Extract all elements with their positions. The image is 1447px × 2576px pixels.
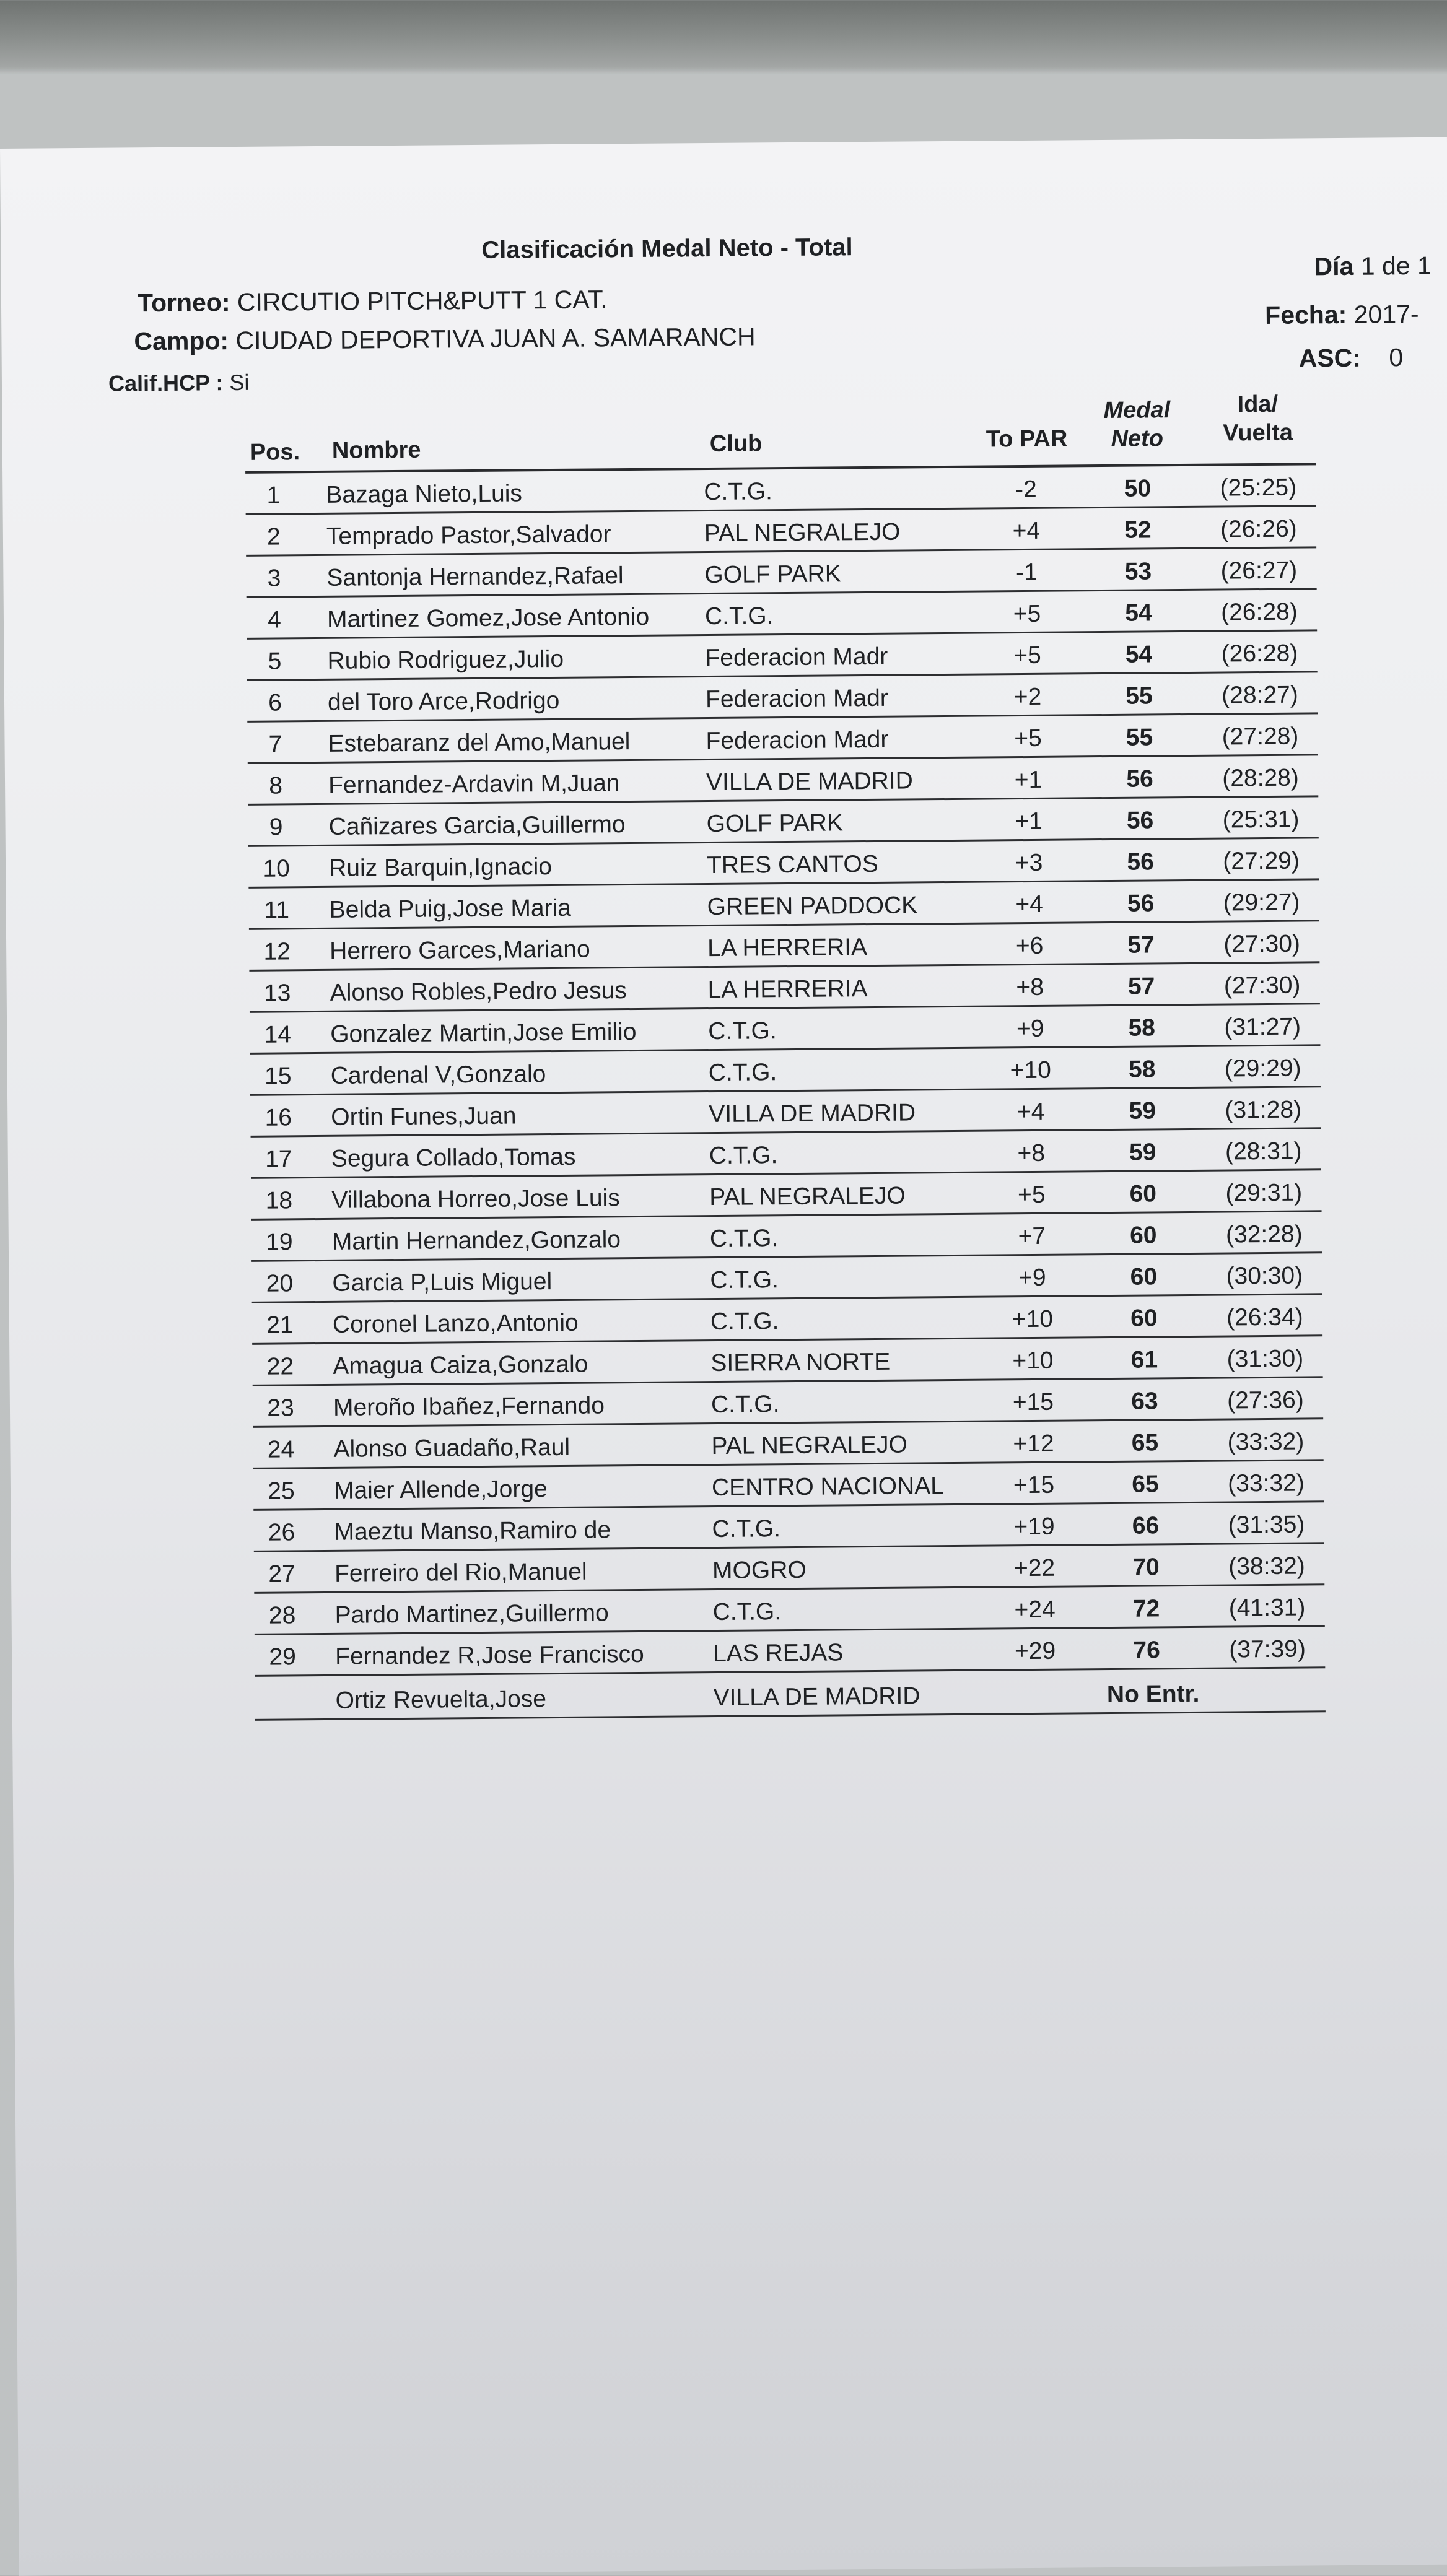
- row-to-par: +9: [1018, 1264, 1046, 1292]
- fecha-label: Fecha:: [1264, 300, 1347, 329]
- dia-value: 1 de 1: [1360, 251, 1432, 281]
- row-club: C.T.G.: [710, 1391, 780, 1419]
- campo-line: [134, 322, 755, 356]
- row-medal-neto: 60: [1130, 1305, 1158, 1332]
- row-to-par: +3: [1015, 849, 1043, 877]
- row-name: Maier Allende,Jorge: [333, 1476, 548, 1504]
- table-row-no-entry: [255, 1668, 1326, 1721]
- calif-label: Calif.HCP :: [108, 370, 224, 396]
- row-medal-neto: 59: [1129, 1097, 1156, 1125]
- row-to-par: +5: [1013, 600, 1041, 628]
- row-to-par: +19: [1013, 1513, 1055, 1541]
- row-name: Gonzalez Martin,Jose Emilio: [330, 1018, 637, 1048]
- row-pos: 26: [268, 1519, 295, 1546]
- row-medal-neto: 60: [1129, 1180, 1157, 1208]
- row-club: LAS REJAS: [712, 1639, 844, 1668]
- row-medal-neto: 56: [1127, 890, 1155, 917]
- row-ida-vuelta: (29:27): [1223, 889, 1300, 916]
- row-pos: 22: [266, 1353, 294, 1380]
- row-club: C.T.G.: [709, 1225, 779, 1253]
- row-name: Ferreiro del Rio,Manuel: [334, 1558, 587, 1587]
- row-to-par: +4: [1012, 517, 1041, 545]
- header-club: Club: [709, 430, 763, 458]
- row-club: C.T.G.: [710, 1266, 779, 1294]
- row-club: C.T.G.: [708, 1017, 777, 1045]
- row-to-par: +1: [1014, 766, 1043, 794]
- row-pos: 28: [268, 1602, 296, 1629]
- row-ida-vuelta: (28:27): [1222, 681, 1298, 709]
- row-name: Santonja Hernandez,Rafael: [326, 562, 624, 591]
- torneo-value: CIRCUTIO PITCH&PUTT 1 CAT.: [237, 285, 608, 316]
- row-ida-vuelta: (37:39): [1229, 1635, 1306, 1663]
- row-ida-vuelta: (31:28): [1225, 1096, 1302, 1124]
- row-ida-vuelta: (27:28): [1222, 723, 1299, 751]
- row-medal-neto: 57: [1127, 931, 1155, 959]
- row-club: GREEN PADDOCK: [707, 892, 918, 921]
- table-body: [245, 465, 1325, 1677]
- row-to-par: +10: [1012, 1305, 1054, 1333]
- row-ida-vuelta: (25:25): [1220, 474, 1297, 502]
- row-club: LA HERRERIA: [707, 975, 868, 1004]
- row-pos: 18: [265, 1187, 293, 1214]
- row-pos: 5: [268, 648, 282, 675]
- row-name: Ortin Funes,Juan: [331, 1102, 517, 1131]
- row-name: Segura Collado,Tomas: [331, 1143, 576, 1172]
- row-pos: 23: [267, 1395, 294, 1422]
- row-ida-vuelta: (29:29): [1224, 1055, 1301, 1082]
- row-medal-neto: 66: [1132, 1512, 1160, 1539]
- fecha-line: [1265, 300, 1419, 330]
- header-medal-line2: Neto: [1111, 425, 1164, 452]
- row-status: No Entr.: [1106, 1680, 1200, 1708]
- row-club: GOLF PARK: [704, 560, 841, 589]
- row-pos: 14: [264, 1021, 292, 1048]
- row-medal-neto: 60: [1129, 1222, 1157, 1249]
- row-name: Alonso Robles,Pedro Jesus: [330, 977, 627, 1006]
- row-medal-neto: 50: [1124, 475, 1152, 502]
- row-club: C.T.G.: [712, 1598, 782, 1626]
- row-medal-neto: 58: [1128, 1056, 1156, 1083]
- asc-line: [1299, 343, 1404, 373]
- row-pos: 1: [266, 482, 281, 509]
- row-name: Cañizares Garcia,Guillermo: [328, 811, 626, 840]
- row-ida-vuelta: (26:28): [1220, 598, 1298, 626]
- row-club: Federacion Madr: [705, 684, 888, 713]
- row-to-par: +1: [1015, 807, 1043, 835]
- row-club: C.T.G.: [704, 603, 774, 630]
- row-to-par: +9: [1016, 1015, 1044, 1043]
- calif-line: [108, 370, 250, 397]
- row-pos: 10: [263, 855, 291, 882]
- asc-value: 0: [1389, 343, 1404, 372]
- row-pos: 8: [269, 772, 283, 799]
- row-club: PAL NEGRALEJO: [711, 1431, 908, 1460]
- row-medal-neto: 65: [1131, 1429, 1159, 1456]
- row-to-par: +10: [1012, 1347, 1054, 1375]
- row-name: Estebaranz del Amo,Manuel: [328, 728, 631, 757]
- header-pos: Pos.: [250, 439, 300, 466]
- row-medal-neto: 76: [1133, 1637, 1160, 1664]
- row-ida-vuelta: (33:32): [1227, 1428, 1305, 1456]
- asc-label: ASC:: [1298, 343, 1362, 373]
- row-club: SIERRA NORTE: [710, 1348, 891, 1377]
- row-name: Rubio Rodriguez,Julio: [327, 645, 564, 674]
- row-ida-vuelta: (32:28): [1225, 1221, 1303, 1248]
- row-name: Alonso Guadaño,Raul: [333, 1434, 570, 1463]
- row-club: MOGRO: [712, 1556, 807, 1585]
- row-name: Temprado Pastor,Salvador: [326, 521, 611, 550]
- row-pos: 4: [267, 606, 282, 633]
- row-pos: 24: [267, 1436, 295, 1463]
- row-name: Villabona Horreo,Jose Luis: [331, 1185, 620, 1214]
- header-medal-line1: Medal: [1103, 397, 1171, 424]
- row-pos: 29: [269, 1643, 297, 1671]
- row-club: CENTRO NACIONAL: [711, 1473, 945, 1502]
- header-iv-line2: Vuelta: [1223, 419, 1293, 446]
- header-iv-line1: Ida/: [1237, 391, 1279, 418]
- row-to-par: +6: [1015, 932, 1044, 960]
- header-nombre: Nombre: [331, 437, 421, 464]
- row-medal-neto: 54: [1125, 641, 1153, 668]
- row-medal-neto: 63: [1131, 1388, 1158, 1415]
- row-ida-vuelta: (33:32): [1228, 1469, 1305, 1497]
- row-name: Coronel Lanzo,Antonio: [332, 1309, 579, 1338]
- row-name: Amagua Caiza,Gonzalo: [333, 1351, 588, 1380]
- row-to-par: +24: [1014, 1596, 1056, 1624]
- row-pos: 6: [268, 689, 282, 716]
- row-to-par: +4: [1016, 1098, 1045, 1126]
- row-pos: 21: [266, 1312, 294, 1339]
- row-name: Herrero Garces,Mariano: [330, 936, 590, 965]
- row-pos: 17: [264, 1146, 292, 1173]
- row-name: Belda Puig,Jose Maria: [329, 894, 572, 923]
- page-title: Clasificación Medal Neto - Total: [481, 233, 853, 264]
- row-pos: 13: [263, 980, 291, 1007]
- row-pos: 7: [268, 731, 282, 758]
- row-medal-neto: 56: [1127, 848, 1154, 876]
- row-ida-vuelta: (27:36): [1226, 1386, 1304, 1414]
- row-to-par: +4: [1015, 890, 1044, 918]
- row-to-par: +15: [1013, 1471, 1055, 1499]
- row-club: C.T.G.: [704, 478, 773, 506]
- dia-label: Día: [1314, 251, 1354, 281]
- row-club: TRES CANTOS: [706, 850, 878, 879]
- row-name: del Toro Arce,Rodrigo: [327, 687, 560, 716]
- row-ida-vuelta: (27:30): [1223, 930, 1301, 958]
- row-name: Fernandez R,Jose Francisco: [334, 1640, 644, 1670]
- row-medal-neto: 70: [1132, 1554, 1160, 1581]
- row-to-par: +5: [1013, 642, 1041, 669]
- row-to-par: +8: [1017, 1139, 1046, 1167]
- torneo-label: Torneo:: [137, 288, 230, 318]
- row-pos: 25: [268, 1477, 295, 1505]
- row-medal-neto: 55: [1126, 724, 1153, 751]
- row-club: VILLA DE MADRID: [713, 1682, 920, 1712]
- row-club: C.T.G.: [712, 1515, 781, 1543]
- row-ida-vuelta: (26:26): [1220, 515, 1297, 543]
- row-ida-vuelta: (26:28): [1221, 640, 1298, 668]
- row-club: VILLA DE MADRID: [709, 1099, 916, 1128]
- row-ida-vuelta: (28:28): [1222, 764, 1299, 792]
- row-medal-neto: 60: [1130, 1263, 1158, 1290]
- row-medal-neto: 53: [1124, 558, 1152, 585]
- table-header: [245, 392, 1316, 474]
- row-pos: 12: [263, 938, 291, 965]
- row-pos: 11: [264, 897, 290, 924]
- row-to-par: +10: [1010, 1056, 1051, 1084]
- row-to-par: -1: [1015, 559, 1038, 586]
- results-table: [245, 392, 1326, 1721]
- row-ida-vuelta: (27:29): [1223, 847, 1300, 875]
- header-ida-vuelta: [1199, 389, 1317, 447]
- row-name: Garcia P,Luis Miguel: [332, 1268, 553, 1297]
- row-pos: 2: [266, 523, 281, 550]
- row-ida-vuelta: (31:35): [1228, 1511, 1305, 1539]
- row-ida-vuelta: (26:34): [1226, 1303, 1303, 1331]
- row-club: C.T.G.: [710, 1308, 779, 1336]
- row-medal-neto: 54: [1125, 599, 1152, 627]
- row-ida-vuelta: (30:30): [1226, 1262, 1303, 1290]
- row-pos: 3: [267, 565, 281, 592]
- row-ida-vuelta: (41:31): [1228, 1594, 1306, 1622]
- row-name: Martinez Gomez,Jose Antonio: [326, 603, 650, 633]
- row-name: Cardenal V,Gonzalo: [330, 1061, 546, 1089]
- row-to-par: +29: [1014, 1637, 1056, 1665]
- row-to-par: +5: [1014, 724, 1042, 752]
- fecha-value: 2017-: [1353, 300, 1419, 329]
- row-medal-neto: 65: [1132, 1471, 1159, 1498]
- row-ida-vuelta: (26:27): [1220, 557, 1298, 585]
- row-club: Federacion Madr: [706, 726, 889, 755]
- row-name: Ortiz Revuelta,Jose: [335, 1686, 547, 1714]
- torneo-line: [138, 285, 608, 318]
- row-club: C.T.G.: [709, 1142, 778, 1170]
- row-pos: 19: [266, 1229, 293, 1256]
- row-pos: 9: [269, 814, 283, 841]
- row-to-par: -2: [1015, 476, 1037, 503]
- row-ida-vuelta: (28:31): [1225, 1138, 1302, 1165]
- row-pos: 16: [264, 1104, 292, 1131]
- row-name: Martin Hernandez,Gonzalo: [331, 1226, 621, 1255]
- header-to-par: To PAR: [986, 425, 1068, 453]
- row-to-par: +7: [1018, 1222, 1046, 1250]
- row-ida-vuelta: (27:30): [1223, 972, 1301, 999]
- row-to-par: +8: [1016, 973, 1044, 1001]
- row-medal-neto: 58: [1128, 1014, 1156, 1042]
- row-name: Fernandez-Ardavin M,Juan: [328, 770, 620, 799]
- row-club: GOLF PARK: [706, 809, 844, 838]
- row-to-par: +5: [1017, 1181, 1046, 1209]
- row-club: PAL NEGRALEJO: [709, 1182, 906, 1211]
- page-indicator: [1314, 251, 1432, 281]
- row-club: C.T.G.: [708, 1059, 777, 1087]
- row-medal-neto: 72: [1132, 1595, 1160, 1622]
- row-pos: 27: [268, 1560, 295, 1588]
- row-medal-neto: 52: [1124, 516, 1152, 544]
- row-club: LA HERRERIA: [707, 934, 868, 962]
- campo-label: Campo:: [134, 326, 229, 356]
- row-to-par: +15: [1012, 1388, 1054, 1416]
- row-ida-vuelta: (29:31): [1225, 1179, 1303, 1207]
- row-name: Maeztu Manso,Ramiro de: [334, 1516, 611, 1546]
- row-club: Federacion Madr: [705, 643, 888, 672]
- row-club: VILLA DE MADRID: [706, 767, 914, 796]
- row-medal-neto: 59: [1129, 1139, 1156, 1166]
- row-medal-neto: 56: [1126, 765, 1153, 793]
- row-name: Ruiz Barquin,Ignacio: [328, 853, 553, 882]
- row-ida-vuelta: (38:32): [1228, 1552, 1305, 1580]
- row-to-par: +12: [1013, 1430, 1054, 1458]
- row-medal-neto: 56: [1126, 807, 1154, 834]
- row-medal-neto: 55: [1126, 682, 1153, 710]
- row-name: Meroño Ibañez,Fernando: [333, 1392, 605, 1421]
- results-sheet: [0, 137, 1447, 2576]
- row-medal-neto: 61: [1130, 1346, 1158, 1373]
- row-ida-vuelta: (31:27): [1224, 1013, 1301, 1041]
- row-club: PAL NEGRALEJO: [704, 518, 901, 547]
- header-medal-neto: [1093, 396, 1181, 453]
- row-to-par: +2: [1013, 683, 1042, 711]
- row-pos: 20: [266, 1270, 294, 1297]
- campo-value: CIUDAD DEPORTIVA JUAN A. SAMARANCH: [235, 322, 756, 355]
- row-name: Bazaga Nieto,Luis: [326, 480, 523, 508]
- row-ida-vuelta: (31:30): [1226, 1345, 1304, 1373]
- row-ida-vuelta: (25:31): [1222, 806, 1300, 833]
- row-name: Pardo Martinez,Guillermo: [334, 1599, 609, 1629]
- row-to-par: +22: [1013, 1554, 1056, 1582]
- row-pos: 15: [264, 1063, 292, 1090]
- row-medal-neto: 57: [1127, 973, 1155, 1000]
- calif-value: Si: [229, 369, 250, 396]
